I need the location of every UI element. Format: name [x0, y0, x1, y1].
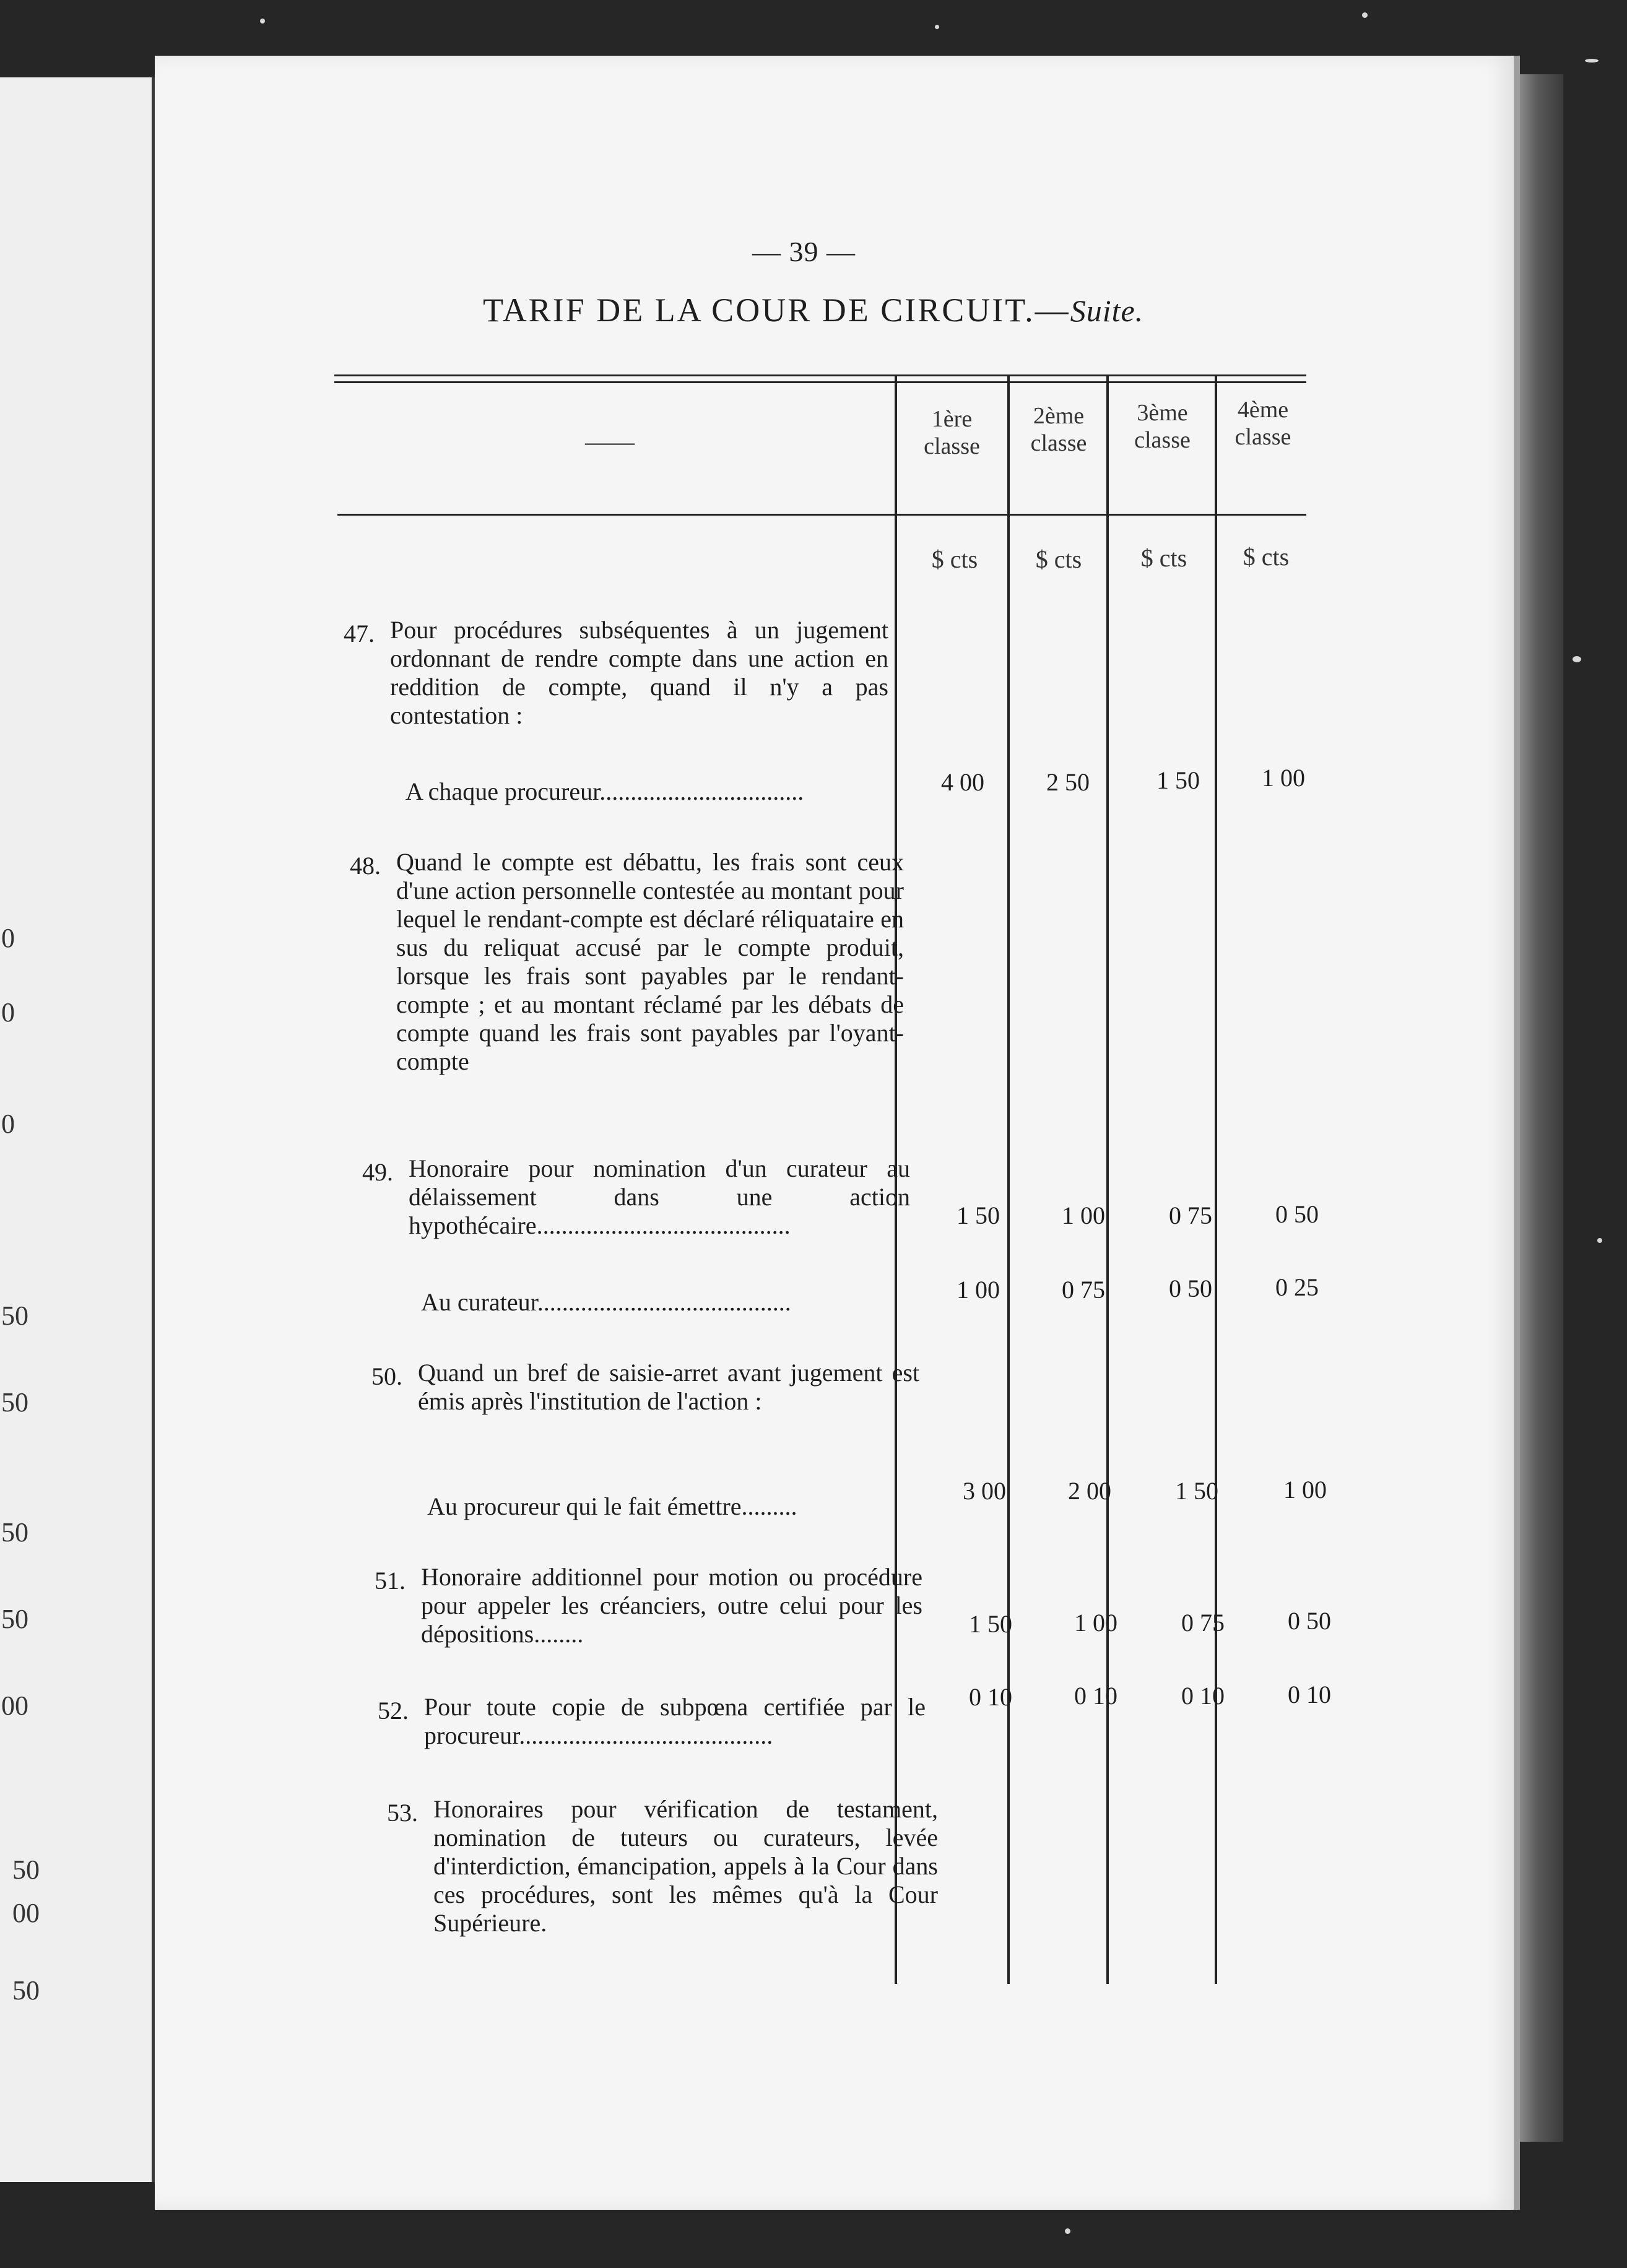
item-number: 53.	[387, 1799, 418, 1827]
left-margin-number: 0	[1, 997, 15, 1028]
item-number: 50.	[371, 1362, 402, 1390]
left-page-fragment	[0, 77, 155, 2182]
column-header-label: classe	[1030, 430, 1087, 456]
item-subline: Au curateur.........................................	[421, 1288, 791, 1316]
amount-cell: 1 50	[1156, 766, 1200, 794]
item-text: Honoraire pour nomination d'un curateur au délaissement dans une action hypothécaire.........................................	[409, 1154, 910, 1239]
amount-cell: 0 10	[1181, 1682, 1225, 1710]
amount-cell: 0 50	[1275, 1200, 1319, 1228]
amount-cell: 4 00	[941, 768, 984, 796]
scan-speck	[935, 25, 939, 29]
amount-cell: 0 75	[1169, 1201, 1212, 1229]
column-header-1	[901, 405, 1003, 460]
left-margin-number: 50	[1, 1517, 28, 1547]
amount-cell: 1 50	[1175, 1477, 1218, 1505]
amount-cell: 1 00	[1074, 1609, 1117, 1637]
unit-label: $ cts	[1035, 545, 1082, 573]
amount-cell: 0 10	[969, 1683, 1012, 1711]
item-number: 52.	[378, 1697, 409, 1725]
left-margin-number: 50	[1, 1604, 28, 1634]
item-text: Honoraires pour vérification de testament, nomination de tuteurs ou curateurs, levée d'interdiction, émancipation, appels à la Cour dans ces procédures, sont les mêmes qu'à la Cour Supérieure.	[433, 1795, 938, 1937]
header-placeholder: ——	[585, 428, 635, 456]
item-number: 49.	[362, 1158, 393, 1186]
left-margin-number: 0	[1, 923, 15, 953]
left-margin-number: 00	[1, 1690, 28, 1721]
left-margin-number: 50	[12, 1855, 40, 1885]
item-number: 47.	[344, 620, 375, 647]
amount-cell: 1 00	[957, 1276, 1000, 1304]
amount-cell: 1 00	[1262, 764, 1305, 792]
column-header-label: classe	[1134, 427, 1191, 453]
item-text: Quand le compte est débattu, les frais sont ceux d'une action personnelle contestée au montant pour lequel le rendant-compte est déclaré réliquataire en sus du reliquat accusé par le compte produit, lorsque les frais sont payables par le rendant-compte ; et au montant réclamé par les débats de compte quand les frais sont payables par l'oyant-compte	[396, 848, 904, 1075]
column-header-label: classe	[924, 433, 980, 459]
amount-cell: 3 00	[963, 1477, 1006, 1505]
left-margin-number: 50	[1, 1387, 28, 1418]
column-header-label: 1ère	[931, 406, 973, 432]
column-rule-2	[1007, 374, 1010, 1984]
page-number: — 39 —	[752, 236, 856, 267]
running-title	[483, 291, 1143, 329]
table-top-rule	[334, 374, 1306, 376]
item-text: Pour procédures subséquentes à un jugement ordonnant de rendre compte dans une action en reddition de compte, quand il n'y a pas contestation :	[390, 616, 888, 729]
left-margin-number: 50	[12, 1975, 40, 2006]
scan-speck	[1362, 12, 1368, 18]
column-rule-4	[1215, 374, 1217, 1984]
item-number: 48.	[350, 852, 381, 880]
scan-speck	[260, 19, 265, 24]
column-header-label: 2ème	[1033, 403, 1085, 429]
scan-speck	[1573, 656, 1581, 662]
page-edge-shadow	[1520, 74, 1563, 2142]
column-header-label: 4ème	[1237, 397, 1289, 423]
scan-speck	[1597, 1238, 1602, 1243]
unit-label: $ cts	[931, 545, 978, 573]
amount-cell: 1 00	[1062, 1201, 1105, 1229]
item-text: Quand un bref de saisie-arret avant jugement est émis après l'institution de l'action :	[418, 1359, 919, 1415]
column-rule-3	[1106, 374, 1109, 1984]
unit-label: $ cts	[1243, 543, 1290, 571]
left-margin-number: 00	[12, 1898, 40, 1928]
column-header-4	[1217, 396, 1309, 451]
amount-cell: 2 50	[1046, 768, 1090, 796]
left-margin-number: 50	[1, 1301, 28, 1331]
header-bottom-rule	[337, 514, 1306, 516]
item-text: Honoraire additionnel pour motion ou procédure pour appeler les créanciers, outre celui pour les dépositions........	[421, 1563, 922, 1648]
scan-speck	[1065, 2228, 1070, 2234]
column-header-3	[1111, 399, 1213, 454]
amount-cell: 1 50	[957, 1201, 1000, 1229]
running-title-main: TARIF DE LA COUR DE CIRCUIT.—	[483, 292, 1070, 329]
amount-cell: 0 50	[1169, 1275, 1212, 1302]
left-margin-number: 0	[1, 1109, 15, 1139]
amount-cell: 0 75	[1181, 1609, 1225, 1637]
amount-cell: 1 00	[1283, 1476, 1327, 1504]
amount-cell: 0 50	[1288, 1607, 1331, 1635]
amount-cell: 0 75	[1062, 1276, 1105, 1304]
amount-cell: 2 00	[1068, 1477, 1111, 1505]
column-header-label: classe	[1234, 424, 1291, 450]
running-title-suffix: Suite.	[1070, 293, 1144, 328]
item-subline: Au procureur qui le fait émettre.........	[427, 1492, 797, 1520]
item-text: Pour toute copie de subpœna certifiée par le procureur.........................................	[424, 1693, 926, 1749]
table-top-rule	[334, 381, 1306, 383]
column-header-label: 3ème	[1137, 400, 1188, 426]
item-subline: A chaque procureur.................................	[406, 777, 804, 805]
scan-speck	[1585, 59, 1599, 63]
amount-cell: 0 10	[1074, 1682, 1117, 1710]
item-number: 51.	[375, 1567, 406, 1595]
unit-label: $ cts	[1140, 544, 1187, 572]
amount-cell: 1 50	[969, 1610, 1012, 1638]
amount-cell: 0 10	[1288, 1681, 1331, 1708]
amount-cell: 0 25	[1275, 1273, 1319, 1301]
column-header-2	[1012, 402, 1105, 457]
